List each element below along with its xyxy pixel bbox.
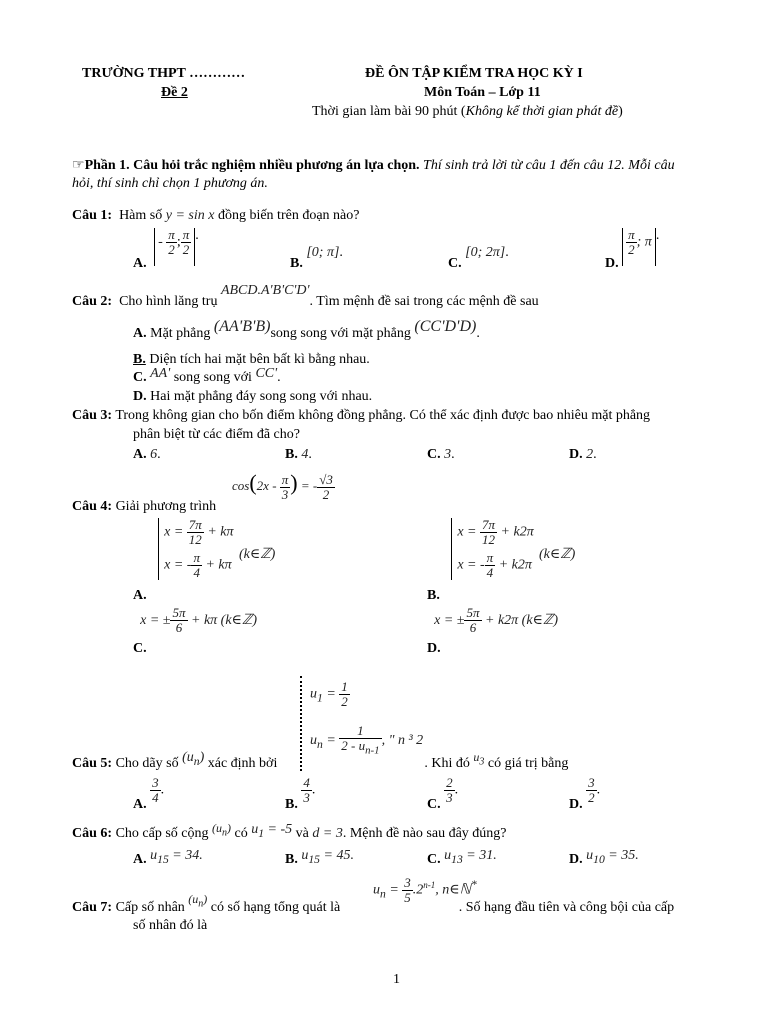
q4-option-c[interactable]: C. x = ± $\frac{5\pi}{6}$ + kπ (k∈ℤ) bbox=[133, 605, 258, 656]
q2-option-c[interactable]: C. AA' song song với CC'. bbox=[133, 366, 281, 385]
q2-option-a[interactable]: A. Mặt phẳng (AA'B'B)song song với mặt phẳng (CC'D'D). bbox=[133, 318, 480, 341]
exam-code: Đề 2 bbox=[161, 85, 188, 100]
q4-option-a[interactable]: A. x = $\frac{7\pi}{12}$ + kπ x = - $\frac{\pi}{4}$ + kπ (k∈ℤ) bbox=[133, 517, 276, 603]
part1-heading: ☞Phần 1. Câu hỏi trắc nghiệm nhiều phương án lựa chọn. Thí sinh trả lời từ câu 1 đến câu 12. Mỗi câu bbox=[72, 158, 675, 173]
part1-note: hỏi, thí sinh chỉ chọn 1 phương án. bbox=[72, 176, 268, 191]
q1-option-b[interactable]: B. [0; π]. bbox=[290, 245, 343, 271]
q1-option-d[interactable]: D. $\frac{\pi}{2}$ ; π . bbox=[605, 227, 660, 271]
page-number: 1 bbox=[393, 972, 400, 987]
q6-option-b[interactable]: B. $u_{15} = 45$. bbox=[285, 848, 354, 867]
question-4-equation: cos(2x - $\frac{\pi}{3}$ ) = - $\frac{√3}{2}$ bbox=[232, 470, 333, 502]
q3-option-d[interactable]: D. 2. bbox=[569, 447, 597, 462]
q2-option-b[interactable]: B. Diện tích hai mặt bên bất kì bằng nhau. bbox=[133, 352, 370, 367]
q6-option-a[interactable]: A. $u_{15} = 34$. bbox=[133, 848, 203, 867]
q2-option-d[interactable]: D. Hai mặt phẳng đáy song song với nhau. bbox=[133, 389, 373, 404]
question-1: Câu 1: Hàm số y = sin x đồng biến trên đoạn nào? bbox=[72, 208, 360, 223]
q5-option-d[interactable]: D. $\frac{3}{2}$ . bbox=[569, 775, 601, 812]
exam-title: ĐỀ ÔN TẬP KIỂM TRA HỌC KỲ I bbox=[365, 66, 583, 81]
question-4: Câu 4: Giải phương trình bbox=[72, 499, 217, 514]
q3-option-a[interactable]: A. 6. bbox=[133, 447, 161, 462]
subject-line: Môn Toán – Lớp 11 bbox=[424, 85, 541, 100]
question-3: Câu 3: Trong không gian cho bốn điểm không đồng phẳng. Có thể xác định được bao nhiêu mặt phẳng bbox=[72, 408, 651, 423]
q4-option-b[interactable]: B. x = $\frac{7\pi}{12}$ + k2π x = - $\frac{\pi}{4}$ + k2π (k∈ℤ) bbox=[427, 517, 576, 603]
q6-option-d[interactable]: D. $u_{10} = 35$. bbox=[569, 848, 639, 867]
q5-option-b[interactable]: B. $\frac{4}{3}$ . bbox=[285, 775, 316, 812]
question-7-line2: số nhân đó là bbox=[133, 918, 208, 933]
school-name: TRƯỜNG THPT ………… bbox=[82, 66, 246, 81]
q5-option-a[interactable]: A. $\frac{3}{4}$ . bbox=[133, 775, 165, 812]
q5-sequence-system: $u_1$ = $\frac{1}{2}$ $u_n$ = $\frac{1}{2 - u_{n-1}}$ , " n ³ 2 bbox=[300, 676, 470, 771]
q6-option-c[interactable]: C. $u_{13} = 31$. bbox=[427, 848, 497, 867]
pointing-hand-icon: ☞ bbox=[72, 158, 85, 173]
q1-option-c[interactable]: C. [0; 2π]. bbox=[448, 245, 509, 271]
question-3-line2: phân biệt từ các điểm đã cho? bbox=[133, 427, 300, 442]
question-5: Câu 5: Cho dãy số $(u_n)$ xác định bởi . Khi đó $u_3$ có giá trị bằng bbox=[72, 750, 569, 771]
question-7: Câu 7: Cấp số nhân $(u_n)$ có số hạng tổng quát là . Số hạng đầu tiên và công bội của cấp bbox=[72, 892, 675, 915]
question-6: Câu 6: Cho cấp số cộng $(u_n)$ có $u_1 = -5$ và d = 3. Mệnh đề nào sau đây đúng? bbox=[72, 821, 507, 841]
q4-option-d[interactable]: D. x = ± $\frac{5\pi}{6}$ + k2π (k∈ℤ) bbox=[427, 605, 559, 656]
q3-option-c[interactable]: C. 3. bbox=[427, 447, 455, 462]
q1-option-a[interactable]: A. - $\frac{\pi}{2}$ ; $\frac{\pi}{2}$ . bbox=[133, 227, 199, 271]
question-2: Câu 2: Cho hình lăng trụ ABCD.A'B'C'D'. Tìm mệnh đề sai trong các mệnh đề sau bbox=[72, 283, 539, 309]
q7-formula: $u_n$ = $\frac{3}{5}$ .2$^{n-1}$, n∈ℕ* bbox=[373, 875, 477, 905]
time-line: Thời gian làm bài 90 phút (Không kể thời gian phát đề) bbox=[312, 104, 623, 119]
q3-option-b[interactable]: B. 4. bbox=[285, 447, 312, 462]
q5-option-c[interactable]: C. $\frac{2}{3}$ . bbox=[427, 775, 459, 812]
